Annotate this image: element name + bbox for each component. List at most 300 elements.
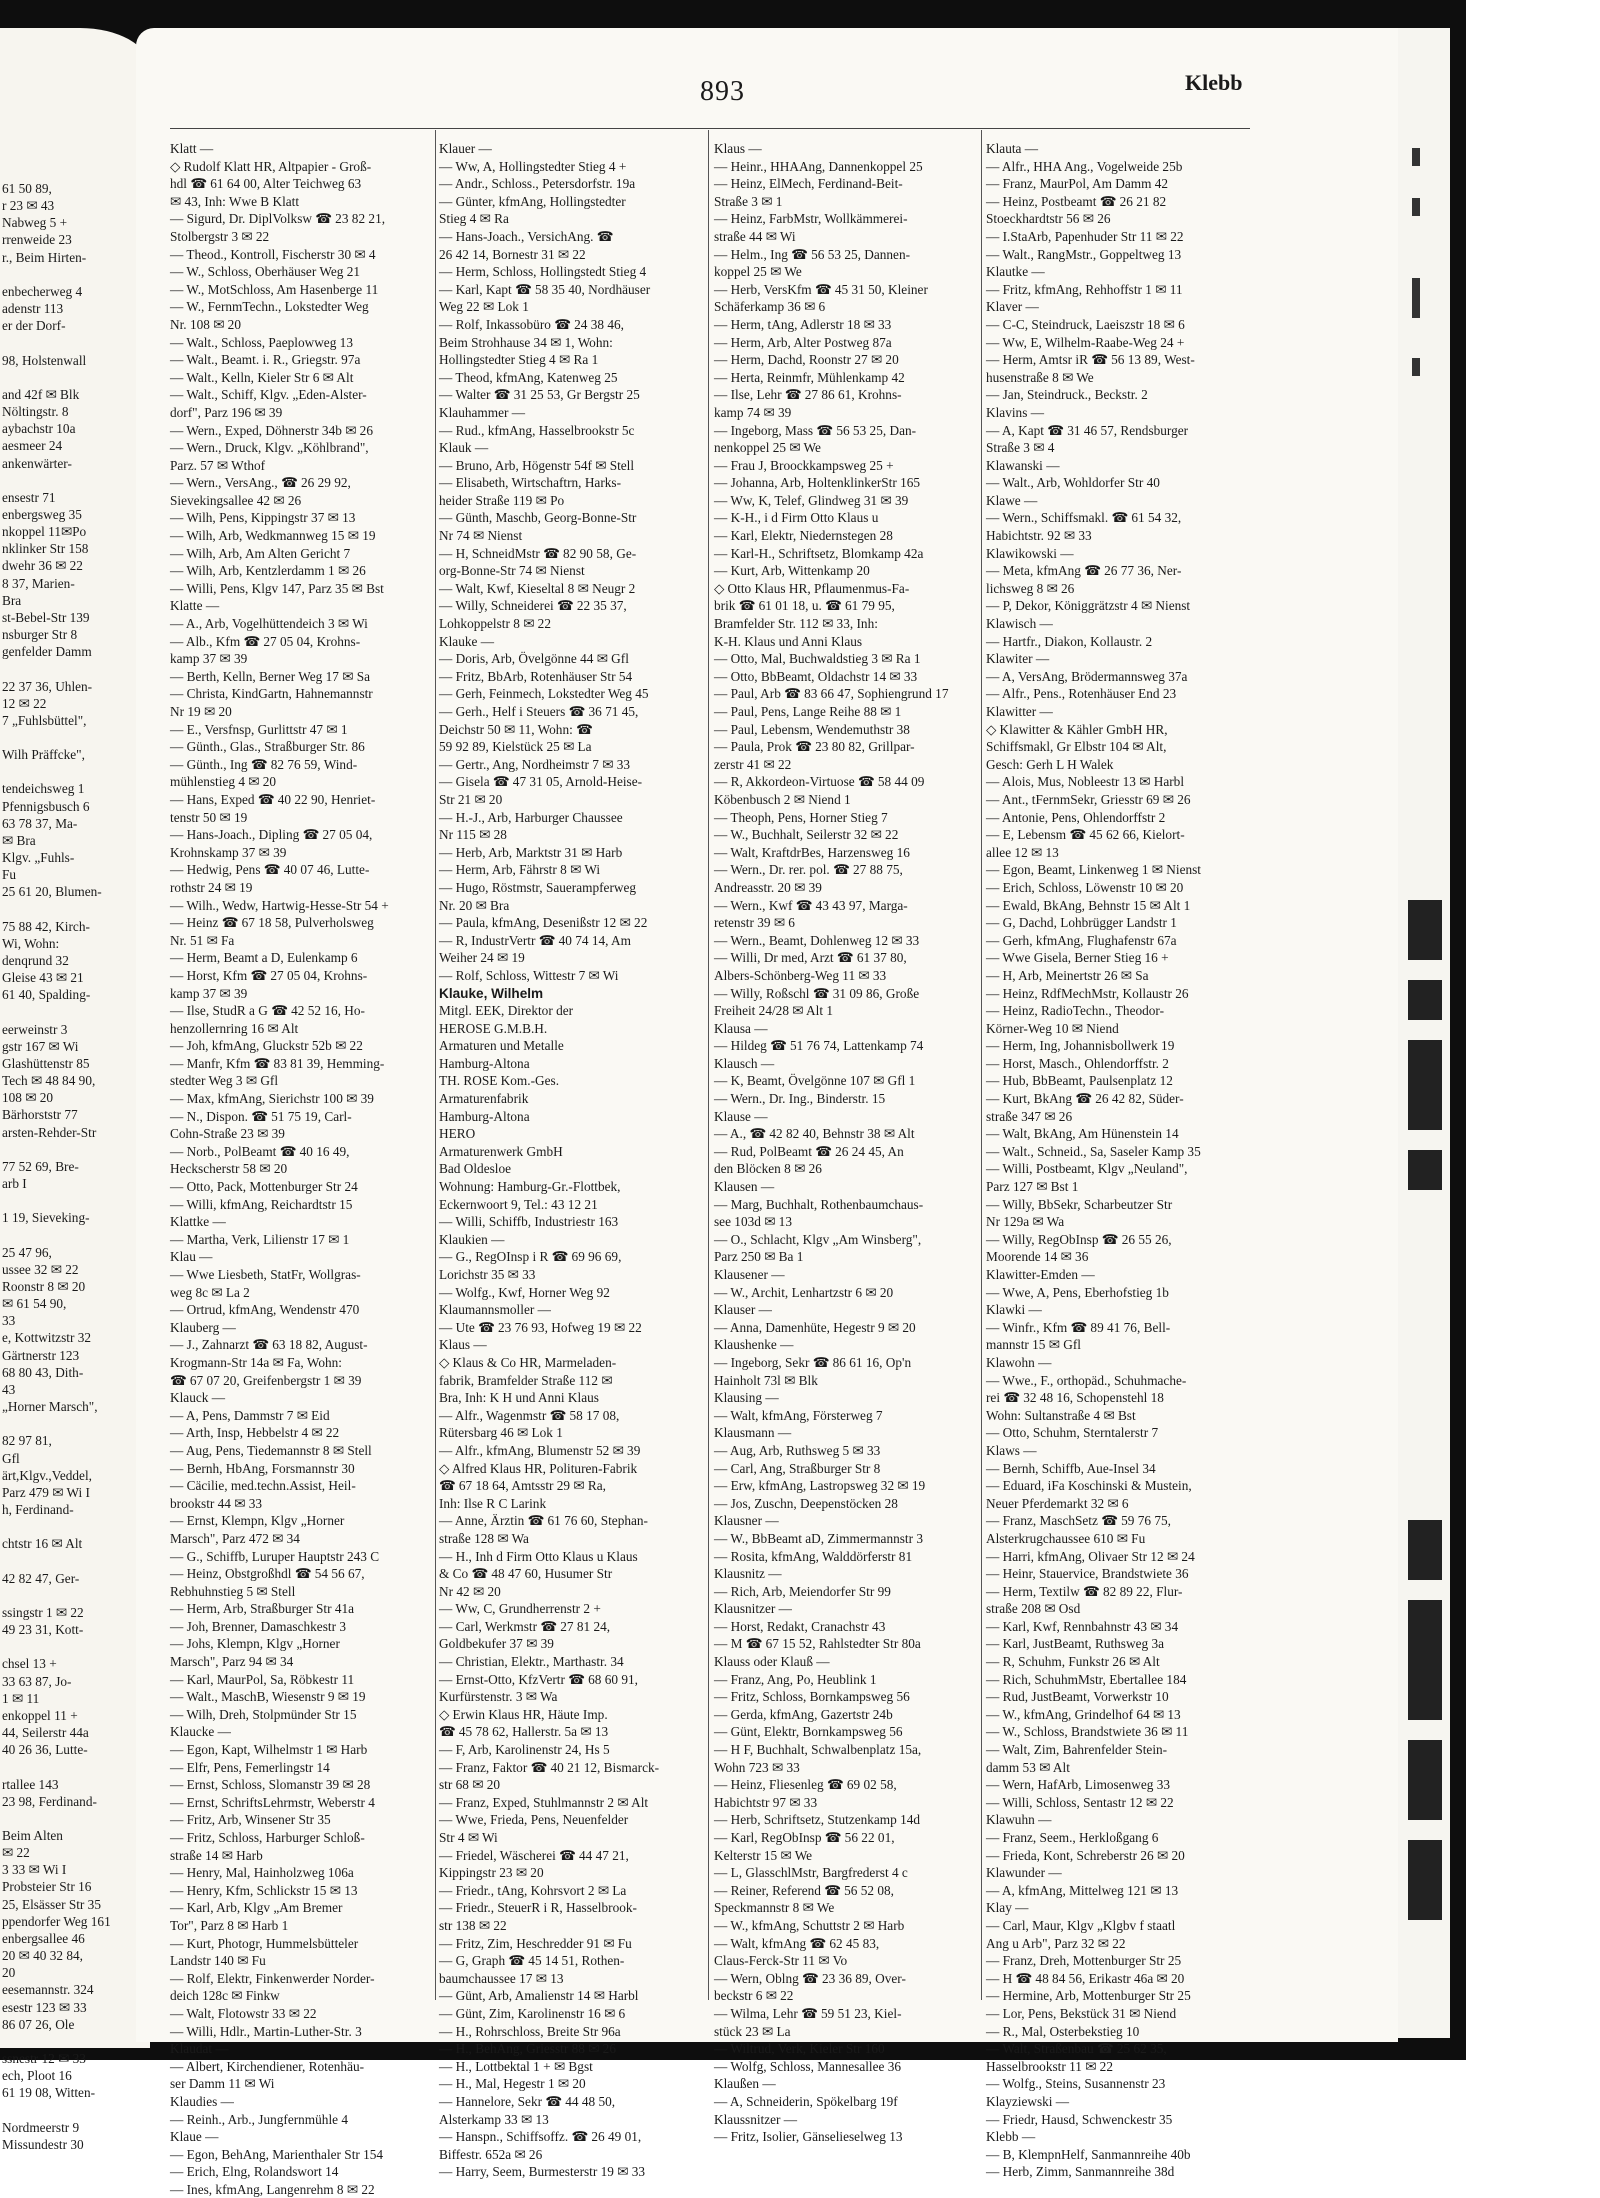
- left-page-line: eesemannstr. 324: [2, 1982, 94, 1998]
- directory-entry-line: Habichtstr 97 ✉ 33: [714, 1794, 818, 1810]
- left-page-line: Klgv. „Fuhls-: [2, 850, 75, 866]
- directory-entry-line: — Doris, Arb, Övelgönne 44 ✉ Gfl: [439, 651, 629, 667]
- directory-entry-line: — Herm, Schloss, Hollingstedt Stieg 4: [439, 264, 647, 280]
- directory-entry-line: — Anna, Damenhüte, Hegestr 9 ✉ 20: [714, 1319, 916, 1335]
- left-page-line: 33: [2, 1313, 16, 1329]
- directory-entry-line: — Walt., Beamt. i. R., Griegstr. 97a: [170, 352, 361, 368]
- directory-entry-line: — Gerh., Helf i Steuers ☎ 36 71 45,: [439, 704, 639, 719]
- directory-entry-line: K-H. Klaus und Anni Klaus: [714, 633, 863, 649]
- left-page-line: adenstr 113: [2, 301, 64, 317]
- surname-heading: Klatt —: [170, 141, 214, 156]
- left-page-line: rrenweide 23: [2, 232, 72, 248]
- left-page-line: Nöltingstr. 8: [2, 404, 69, 420]
- left-page-line: st-Bebel-Str 139: [2, 609, 90, 625]
- directory-entry-line: Mitgl. EEK, Direktor der: [439, 1003, 574, 1019]
- left-page-text: [2, 180, 150, 2153]
- directory-entry-line: see 103d ✉ 13: [714, 1214, 792, 1230]
- directory-entry-line: — Jos, Zuschn, Deepenstöcken 28: [714, 1495, 898, 1511]
- directory-entry-line: — Henry, Mal, Hainholzweg 106a: [170, 1865, 354, 1881]
- directory-entry-line: — Heinz, FarbMstr, Wollkämmerei-: [714, 211, 908, 227]
- surname-heading: Klausnitzer —: [714, 1601, 792, 1617]
- surname-heading: Klausmann —: [714, 1425, 792, 1441]
- directory-entry-line: — Walt, kfmAng ☎ 62 45 83,: [714, 1935, 880, 1951]
- left-page-line: Nordmeerstr 9: [2, 2119, 80, 2135]
- directory-entry-line: kamp 37 ✉ 39: [170, 651, 248, 667]
- directory-entry-line: Habichtstr. 92 ✉ 33: [986, 528, 1092, 544]
- directory-entry-line: — Willi, Schiffb, Industriestr 163: [439, 1214, 619, 1230]
- surname-heading: Klauser —: [714, 1302, 772, 1318]
- directory-entry-line: Nr. 51 ✉ Fa: [170, 932, 235, 948]
- directory-entry-line: Speckmannstr 8 ✉ We: [714, 1900, 835, 1916]
- surname-heading: Klaußen —: [714, 2076, 776, 2092]
- directory-entry-line: — Heinz, ElMech, Ferdinand-Beit-: [714, 176, 903, 192]
- directory-entry-line: — Ant., tFernmSekr, Griesstr 69 ✉ 26: [986, 791, 1191, 807]
- directory-entry-line: straße 44 ✉ Wi: [714, 228, 796, 244]
- surname-heading: Klau —: [170, 1249, 213, 1265]
- directory-entry-line: Krogmann-Str 14a ✉ Fa, Wohn:: [170, 1354, 342, 1370]
- left-page-line: [2, 1810, 150, 1827]
- directory-entry-line: Nr. 20 ✉ Bra: [439, 897, 510, 913]
- directory-entry-line: Kelterstr 15 ✉ We: [714, 1847, 813, 1863]
- directory-entry-line: — H F, Buchhalt, Schwalbenplatz 15a,: [714, 1742, 922, 1758]
- left-page-line: 25, Elsässer Str 35: [2, 1896, 101, 1912]
- directory-entry-line: — H., Rohrschloss, Breite Str 96a: [439, 2023, 621, 2039]
- directory-entry-line: — Ww, K, Telef, Glindweg 31 ✉ 39: [714, 492, 909, 508]
- directory-entry-line: — R, Akkordeon-Virtuose ☎ 58 44 09: [714, 774, 925, 790]
- directory-entry-line: — Alfr., kfmAng, Blumenstr 52 ✉ 39: [439, 1442, 641, 1458]
- directory-entry-line: — Friedel, Wäscherei ☎ 44 47 21,: [439, 1847, 629, 1863]
- left-page-line: dwehr 36 ✉ 22: [2, 558, 83, 574]
- left-page-line: [2, 1004, 150, 1021]
- left-page-line: 3 33 ✉ Wi I: [2, 1862, 67, 1878]
- left-page-line: Bärhorststr 77: [2, 1107, 78, 1123]
- left-page-line: 1 ✉ 11: [2, 1690, 40, 1706]
- directory-entry-line: — Elisabeth, Wirtschaftrn, Harks-: [439, 475, 622, 491]
- surname-heading: Klausen —: [714, 1179, 775, 1195]
- directory-entry-line: ✉ 43, Inh: Wwe B Klatt: [170, 193, 300, 209]
- directory-entry-line: — Heinz, RdfMechMstr, Kollaustr 26: [986, 985, 1189, 1001]
- directory-entry-line: Cohn-Straße 23 ✉ 39: [170, 1126, 285, 1142]
- directory-entry-line: — Walt, KraftdrBes, Harzensweg 16: [714, 844, 910, 860]
- left-page-line: h, Ferdinand-: [2, 1502, 74, 1518]
- directory-entry-line: — Horst, Masch., Ohlendorffstr. 2: [986, 1055, 1169, 1071]
- directory-entry-line: — W., Buchhalt, Seilerstr 32 ✉ 22: [714, 827, 899, 843]
- directory-entry-line: — Wilh, Pens, Kippingstr 37 ✉ 13: [170, 510, 356, 526]
- left-page-line: and 42f ✉ Blk: [2, 386, 80, 402]
- left-page-line: Parz 479 ✉ Wi I: [2, 1484, 90, 1500]
- directory-entry-line: — Günth, Maschb, Georg-Bonne-Str: [439, 510, 637, 526]
- left-page-line: r., Beim Hirten-: [2, 249, 87, 265]
- left-page-line: 86 07 26, Ole: [2, 2016, 75, 2032]
- directory-entry-line: — A., ☎ 42 82 40, Behnstr 38 ✉ Alt: [714, 1126, 915, 1142]
- left-page-line: 25 47 96,: [2, 1244, 52, 1260]
- surname-heading: Klawanski —: [986, 457, 1060, 473]
- left-page-line: [2, 2033, 150, 2050]
- directory-entry-line: — Erich, Elng, Rolandswort 14: [170, 2164, 339, 2180]
- directory-entry-line: — Walt, kfmAng, Försterweg 7: [714, 1407, 883, 1423]
- directory-entry-line: Alsterkrugchaussee 610 ✉ Fu: [986, 1530, 1146, 1546]
- directory-entry-line: — Ute ☎ 23 76 93, Hofweg 19 ✉ 22: [439, 1319, 642, 1335]
- left-page-line: Probsteier Str 16: [2, 1879, 92, 1895]
- directory-entry-line: — Theod, kfmAng, Katenweg 25: [439, 369, 618, 385]
- left-page-line: 12 ✉ 22: [2, 695, 47, 711]
- directory-entry-line: — Henry, Kfm, Schlickstr 15 ✉ 13: [170, 1882, 358, 1898]
- directory-entry-line: — Heinz, Obstgroßhdl ☎ 54 56 67,: [170, 1566, 365, 1582]
- left-page-line: arb I: [2, 1176, 27, 1192]
- directory-entry-line: — W., Archit, Lenhartzstr 6 ✉ 20: [714, 1284, 894, 1300]
- directory-entry-line: — Rolf, Inkassobüro ☎ 24 38 46,: [439, 316, 624, 332]
- page-number: 893: [700, 76, 745, 107]
- directory-entry-line: Freiheit 24/28 ✉ Alt 1: [714, 1003, 833, 1019]
- directory-entry-line: — Reiner, Referend ☎ 56 52 08,: [714, 1882, 894, 1898]
- directory-entry-line: ◇ Alfred Klaus HR, Polituren-Fabrik: [439, 1460, 638, 1476]
- directory-entry-line: — Otto, BbBeamt, Oldachstr 14 ✉ 33: [714, 668, 918, 684]
- directory-entry-line: — Hermine, Arb, Mottenburger Str 25: [986, 1988, 1191, 2004]
- directory-entry-line: Biffestr. 652a ✉ 26: [439, 2146, 543, 2162]
- directory-entry-line: Schäferkamp 36 ✉ 6: [714, 299, 826, 315]
- directory-entry-line: Körner-Weg 10 ✉ Niend: [986, 1020, 1119, 1036]
- directory-entry-line: beckstr 6 ✉ 22: [714, 1988, 794, 2004]
- directory-entry-line: — Willy, RegObInsp ☎ 26 55 26,: [986, 1231, 1172, 1247]
- directory-entry-line: — Heinz, RadioTechn., Theodor-: [986, 1003, 1165, 1019]
- directory-entry-line: — Rosita, kfmAng, Walddörferstr 81: [714, 1548, 913, 1564]
- directory-entry-line: rothstr 24 ✉ 19: [170, 879, 253, 895]
- directory-entry-line: — G., Schiffb, Luruper Hauptstr 243 C: [170, 1548, 380, 1564]
- directory-entry-line: — C-C, Steindruck, Laeiszstr 18 ✉ 6: [986, 316, 1185, 332]
- directory-entry-line: — Herm, Arb, Alter Postweg 87a: [714, 334, 892, 350]
- directory-entry-line: — Wwe Liesbeth, StatFr, Wollgras-: [170, 1267, 361, 1282]
- directory-entry-line: — Franz, Faktor ☎ 40 21 12, Bismarck-: [439, 1759, 660, 1775]
- directory-entry-line: — Hannelore, Sekr ☎ 44 48 50,: [439, 2093, 616, 2109]
- directory-entry-line: — J., Zahnarzt ☎ 63 18 82, August-: [170, 1337, 368, 1353]
- left-page-line: Fu: [2, 867, 17, 883]
- directory-entry-line: Inh: Ilse R C Larink: [439, 1495, 547, 1511]
- directory-entry-line: — Ernst-Otto, KfzVertr ☎ 68 60 91,: [439, 1671, 638, 1687]
- left-page-line: genfelder Damm: [2, 644, 92, 660]
- directory-entry-line: — Alfr., Pens., Rotenhäuser End 23: [986, 686, 1177, 702]
- directory-entry-line: — M ☎ 67 15 52, Rahlstedter Str 80a: [714, 1636, 921, 1652]
- left-page-line: „Horner Marsch",: [2, 1399, 98, 1415]
- left-page-line: r 23 ✉ 43: [2, 198, 55, 214]
- directory-entry-line: — Johs, Klempn, Klgv „Horner: [170, 1636, 340, 1652]
- directory-entry-line: stedter Weg 3 ✉ Gfl: [170, 1073, 279, 1089]
- directory-column-2: [439, 140, 699, 2181]
- directory-entry-line: — Wwe, Frieda, Pens, Neuenfelder: [439, 1812, 629, 1828]
- directory-entry-line: — Wern., Exped, Döhnerstr 34b ✉ 26: [170, 422, 373, 438]
- surname-heading: Klausener —: [714, 1267, 785, 1282]
- directory-entry-line: — Wilh., Wedw, Hartwig-Hesse-Str 54 +: [170, 897, 389, 913]
- directory-entry-line: — Willy, Schneiderei ☎ 22 35 37,: [439, 598, 627, 614]
- left-page-line: denqrund 32: [2, 953, 69, 969]
- directory-column-1: [170, 140, 430, 2198]
- surname-heading: Klawitter-Emden —: [986, 1267, 1095, 1282]
- directory-entry-line: — Friedr, Hausd, Schwenckestr 35: [986, 2111, 1173, 2127]
- left-page-line: 23 98, Ferdinand-: [2, 1793, 97, 1809]
- directory-entry-line: — Gisela ☎ 47 31 05, Arnold-Heise-: [439, 774, 643, 790]
- left-page-line: [2, 472, 150, 489]
- left-page-line: Beim Alten: [2, 1828, 63, 1843]
- directory-entry-line: — Egon, BehAng, Marienthaler Str 154: [170, 2146, 384, 2162]
- directory-entry-line: tenstr 50 ✉ 19: [170, 809, 248, 825]
- directory-entry-line: Stoeckhardtstr 56 ✉ 26: [986, 211, 1111, 227]
- directory-entry-line: — Wolfg, Schloss, Mannesallee 36: [714, 2058, 902, 2074]
- directory-entry-line: Lorichstr 35 ✉ 33: [439, 1267, 536, 1282]
- directory-entry-line: — R., Mal, Osterbekstieg 10: [986, 2023, 1140, 2039]
- directory-entry-line: Hainholt 73l ✉ Blk: [714, 1372, 818, 1388]
- surname-heading: Klawki —: [986, 1302, 1042, 1318]
- directory-entry-line: — Gertr., Ang, Nordheimstr 7 ✉ 33: [439, 756, 630, 772]
- surname-heading: Klaushenke —: [714, 1337, 794, 1353]
- left-page-line: 22 37 36, Uhlen-: [2, 678, 93, 694]
- left-page-line: [2, 369, 150, 386]
- directory-entry-line: — Heinz ☎ 67 18 58, Pulverholsweg: [170, 915, 374, 931]
- directory-entry-line: — Willi, Pens, Klgv 147, Parz 35 ✉ Bst: [170, 580, 384, 596]
- directory-entry-line: — Karl, Arb, Klgv „Am Bremer: [170, 1900, 343, 1916]
- column-divider: [981, 130, 982, 2000]
- directory-entry-line: Klauke, Wilhelm: [439, 985, 544, 1001]
- left-page-line: chsel 13 +: [2, 1656, 57, 1672]
- directory-entry-line: — Alfr., HHA Ang., Vogelweide 25b: [986, 158, 1183, 174]
- directory-entry-line: — Heinz, Postbeamt ☎ 26 21 82: [986, 193, 1167, 209]
- directory-entry-line: — Rud, PolBeamt ☎ 26 24 45, An: [714, 1143, 904, 1159]
- directory-entry-line: — Wwe., F., orthopäd., Schuhmache-: [986, 1372, 1187, 1388]
- directory-entry-line: Bad Oldesloe: [439, 1161, 512, 1177]
- left-page-line: [2, 2102, 150, 2119]
- left-page-line: 8 37, Marien-: [2, 575, 75, 591]
- surname-heading: Klaue —: [170, 2129, 219, 2145]
- left-page-line: 61 19 08, Witten-: [2, 2085, 96, 2101]
- surname-heading: Klause —: [714, 1108, 768, 1124]
- surname-heading: Klaudat —: [170, 2041, 229, 2057]
- directory-entry-line: — Wilh, Arb, Wedkmannweg 15 ✉ 19: [170, 528, 376, 544]
- directory-entry-line: ◇ Klawitter & Kähler GmbH HR,: [986, 721, 1168, 737]
- directory-entry-line: — Hedwig, Pens ☎ 40 07 46, Lutte-: [170, 862, 370, 878]
- directory-entry-line: Neuer Pferdemarkt 32 ✉ 6: [986, 1495, 1129, 1511]
- directory-entry-line: — F, Arb, Karolinenstr 24, Hs 5: [439, 1742, 610, 1758]
- directory-entry-line: — Christa, KindGartn, Hahnemannstr: [170, 686, 373, 702]
- left-page-line: Wilh Präffcke",: [2, 747, 85, 763]
- directory-entry-line: — Walt., RangMstr., Goppeltweg 13: [986, 246, 1182, 262]
- left-page-line: ppendorfer Weg 161: [2, 1913, 111, 1929]
- directory-entry-line: lichsweg 8 ✉ 26: [986, 580, 1075, 596]
- directory-entry-line: — Cäcilie, med.techn.Assist, Heil-: [170, 1478, 356, 1494]
- directory-entry-line: — Willi, kfmAng, Reichardtstr 15: [170, 1196, 353, 1212]
- directory-entry-line: — Fritz, Arb, Winsener Str 35: [170, 1812, 331, 1828]
- directory-entry-line: — Karl-H., Schriftsetz, Blomkamp 42a: [714, 545, 924, 561]
- left-page-line: ärt,Klgv.,Veddel,: [2, 1467, 92, 1483]
- directory-entry-line: — Herb, Schriftsetz, Stutzenkamp 14d: [714, 1812, 921, 1828]
- directory-entry-line: — Karl, MaurPol, Sa, Röbkestr 11: [170, 1671, 355, 1687]
- directory-entry-line: Parz. 57 ✉ Wthof: [170, 457, 266, 473]
- directory-entry-line: — Elfr, Pens, Femerlingstr 14: [170, 1759, 330, 1775]
- directory-entry-line: — Walter ☎ 31 25 53, Gr Bergstr 25: [439, 387, 640, 403]
- directory-entry-line: straße 347 ✉ 26: [986, 1108, 1073, 1124]
- surname-heading: Klausing —: [714, 1390, 779, 1406]
- directory-entry-line: ◇ Klaus & Co HR, Marmeladen-: [439, 1354, 617, 1370]
- directory-entry-line: — Herta, Reinmfr, Mühlenkamp 42: [714, 369, 905, 385]
- directory-entry-line: — Rolf, Schloss, Wittestr 7 ✉ Wi: [439, 967, 619, 983]
- directory-entry-line: — Wiltrud, Verk, Kieler Str 160: [714, 2041, 885, 2057]
- directory-entry-line: — Hanspn., Schiffsoffz. ☎ 26 49 01,: [439, 2129, 642, 2145]
- directory-entry-line: — Hartfr., Diakon, Kollaustr. 2: [986, 633, 1153, 649]
- directory-entry-line: — Ilse, Lehr ☎ 27 86 61, Krohns-: [714, 387, 902, 403]
- directory-entry-line: — Heinz, Fliesenleg ☎ 69 02 58,: [714, 1777, 897, 1793]
- directory-entry-line: — K, Beamt, Övelgönne 107 ✉ Gfl 1: [714, 1073, 916, 1089]
- directory-entry-line: — G, Graph ☎ 45 14 51, Rothen-: [439, 1953, 625, 1969]
- directory-entry-line: — Egon, Kapt, Wilhelmstr 1 ✉ Harb: [170, 1742, 368, 1758]
- directory-entry-line: — Ewald, BkAng, Behnstr 15 ✉ Alt 1: [986, 897, 1191, 913]
- directory-entry-line: — Albert, Kirchendiener, Rotenhäu-: [170, 2058, 365, 2074]
- directory-entry-line: — K-H., i d Firm Otto Klaus u: [714, 510, 879, 526]
- directory-entry-line: — Herb, VersKfm ☎ 45 31 50, Kleiner: [714, 281, 928, 297]
- directory-entry-line: — Egon, Beamt, Linkenweg 1 ✉ Nienst: [986, 862, 1201, 878]
- directory-entry-line: — Alb., Kfm ☎ 27 05 04, Krohns-: [170, 633, 361, 649]
- directory-entry-line: — Herb, Arb, Marktstr 31 ✉ Harb: [439, 844, 623, 860]
- directory-entry-line: — W., BbBeamt aD, Zimmermannstr 3: [714, 1530, 924, 1546]
- directory-entry-line: — Bernh, HbAng, Forsmannstr 30: [170, 1460, 355, 1476]
- directory-entry-line: Albers-Schönberg-Weg 11 ✉ 33: [714, 967, 887, 983]
- surname-heading: Klatte —: [170, 598, 220, 614]
- directory-entry-line: — Erich, Schloss, Löwenstr 10 ✉ 20: [986, 879, 1184, 895]
- directory-entry-line: Nr 19 ✉ 20: [170, 704, 232, 719]
- directory-entry-line: ser Damm 11 ✉ Wi: [170, 2076, 275, 2092]
- directory-entry-line: Claus-Ferck-Str 11 ✉ Vo: [714, 1953, 848, 1969]
- directory-entry-line: — Alfr., Wagenmstr ☎ 58 17 08,: [439, 1407, 620, 1423]
- right-margin-marks: [1398, 28, 1450, 2038]
- surname-heading: Klawikowski —: [986, 545, 1074, 561]
- left-page-line: ssingstr 1 ✉ 22: [2, 1604, 84, 1620]
- directory-entry-line: — Wwe Gisela, Berner Stieg 16 +: [986, 950, 1169, 966]
- directory-entry-line: kamp 74 ✉ 39: [714, 404, 792, 420]
- left-page-line: [2, 1192, 150, 1209]
- left-page-line: [2, 1587, 150, 1604]
- directory-entry-line: — Wwe, A, Pens, Eberhofstieg 1b: [986, 1284, 1169, 1300]
- directory-entry-line: damm 53 ✉ Alt: [986, 1759, 1070, 1775]
- left-page-line: Gfl: [2, 1450, 20, 1466]
- directory-entry-line: — Rich, Arb, Meiendorfer Str 99: [714, 1583, 891, 1599]
- directory-entry-line: — W., FernmTechn., Lokstedter Weg: [170, 299, 369, 315]
- directory-entry-line: Bramfelder Str. 112 ✉ 33, Inh:: [714, 616, 878, 632]
- left-page-line: ensestr 71: [2, 489, 56, 505]
- directory-entry-line: — R, Schuhm, Funkstr 26 ✉ Alt: [986, 1654, 1160, 1670]
- directory-entry-line: — Walt., Kelln, Kieler Str 6 ✉ Alt: [170, 369, 354, 385]
- directory-entry-line: — Fritz, Zim, Heschredder 91 ✉ Fu: [439, 1935, 632, 1951]
- left-page-line: 25 61 20, Blumen-: [2, 884, 102, 900]
- directory-entry-line: — Andr., Schloss., Petersdorfstr. 19a: [439, 176, 636, 192]
- surname-heading: Klaws —: [986, 1442, 1037, 1458]
- directory-entry-line: — Herm, Ing, Johannisbollwerk 19: [986, 1038, 1175, 1054]
- directory-entry-line: — H., BehAng, Griesstr 88 ✉ 26: [439, 2041, 616, 2057]
- left-page-line: Gärtnerstr 123: [2, 1347, 80, 1363]
- directory-entry-line: — Wilh, Arb, Kentzlerdamm 1 ✉ 26: [170, 563, 366, 579]
- left-page-line: ✉ Bra: [2, 832, 36, 848]
- directory-entry-line: mannstr 15 ✉ Gfl: [986, 1337, 1081, 1353]
- directory-entry-line: — Kurt, BkAng ☎ 26 42 82, Süder-: [986, 1091, 1184, 1107]
- directory-entry-line: brik ☎ 61 01 18, u. ☎ 61 79 95,: [714, 598, 895, 614]
- left-page-line: tendeichsweg 1: [2, 781, 85, 797]
- directory-entry-line: — Walt, Zim, Bahrenfelder Stein-: [986, 1742, 1168, 1758]
- left-page-line: 77 52 69, Bre-: [2, 1158, 79, 1174]
- directory-entry-line: allee 12 ✉ 13: [986, 844, 1059, 860]
- directory-entry-line: — Paula, kfmAng, Desenißstr 12 ✉ 22: [439, 915, 648, 931]
- directory-entry-line: — H., Lottbektal 1 + ✉ Bgst: [439, 2058, 593, 2074]
- left-page-line: 98, Holstenwall: [2, 352, 87, 368]
- surname-heading: Klayziewski —: [986, 2093, 1070, 2109]
- directory-entry-line: — Sigurd, Dr. DiplVolksw ☎ 23 82 21,: [170, 211, 386, 227]
- surname-heading: Klaucke —: [170, 1724, 231, 1740]
- directory-entry-line: — Karl, Kwf, Rennbahnstr 43 ✉ 34: [986, 1618, 1179, 1634]
- left-page: [0, 28, 150, 2152]
- directory-entry-line: — Theod., Kontroll, Fischerstr 30 ✉ 4: [170, 246, 376, 262]
- directory-entry-line: — Ingeborg, Mass ☎ 56 53 25, Dan-: [714, 422, 917, 438]
- directory-entry-line: — Walt, Straßenbau ☎ 25 62 35,: [986, 2041, 1167, 2057]
- directory-entry-line: Rütersbarg 46 ✉ Lok 1: [439, 1425, 563, 1441]
- directory-entry-line: — Ernst, Klempn, Klgv „Horner: [170, 1513, 345, 1529]
- left-page-line: rtallee 143: [2, 1776, 59, 1792]
- directory-entry-line: — Reinh., Arb., Jungfernmühle 4: [170, 2111, 349, 2127]
- directory-entry-line: — Manfr, Kfm ☎ 83 81 39, Hemming-: [170, 1055, 385, 1071]
- surname-heading: Klawitter —: [986, 704, 1053, 719]
- directory-entry-line: — Franz, MaurPol, Am Damm 42: [986, 176, 1169, 192]
- directory-entry-line: — Wern., Beamt, Dohlenweg 12 ✉ 33: [714, 932, 920, 948]
- directory-entry-line: 26 42 14, Bornestr 31 ✉ 22: [439, 246, 586, 262]
- directory-entry-line: henzollernring 16 ✉ Alt: [170, 1020, 299, 1036]
- directory-entry-line: — Paul, Pens, Lange Reihe 88 ✉ 1: [714, 704, 902, 719]
- surname-heading: Klawohn —: [986, 1354, 1052, 1370]
- directory-entry-line: — Fritz, Schloss, Bornkampsweg 56: [714, 1689, 910, 1705]
- left-page-line: ankenwärter-: [2, 455, 72, 471]
- directory-entry-line: — Willi, Dr med, Arzt ☎ 61 37 80,: [714, 950, 907, 966]
- directory-entry-line: — Franz, Exped, Stuhlmannstr 2 ✉ Alt: [439, 1794, 649, 1810]
- directory-entry-line: — Willi, Postbeamt, Klgv „Neuland",: [986, 1161, 1188, 1177]
- directory-entry-line: — Kurt, Arb, Wittenkamp 20: [714, 563, 870, 579]
- directory-entry-line: straße 208 ✉ Osd: [986, 1601, 1081, 1617]
- left-page-line: nkoppel 11✉Po: [2, 524, 87, 540]
- surname-heading: Klauhammer —: [439, 404, 526, 420]
- directory-entry-line: — Wern., Dr. rer. pol. ☎ 27 88 75,: [714, 862, 903, 878]
- directory-entry-line: Bra, Inh: K H und Anni Klaus: [439, 1390, 599, 1406]
- directory-entry-line: Moorende 14 ✉ 36: [986, 1249, 1089, 1265]
- directory-entry-line: Parz 250 ✉ Ba 1: [714, 1249, 804, 1265]
- surname-heading: Klauke —: [439, 633, 495, 649]
- left-page-line: [2, 763, 150, 780]
- left-page-line: aesmeer 24: [2, 438, 63, 454]
- directory-entry-line: Gesch: Gerh L H Walek: [986, 756, 1114, 772]
- directory-entry-line: — A, VersAng, Brödermannsweg 37a: [986, 668, 1188, 684]
- directory-entry-line: — Fritz, Schloss, Harburger Schloß-: [170, 1830, 365, 1845]
- directory-entry-line: — Wilh, Arb, Am Alten Gericht 7: [170, 545, 351, 561]
- directory-entry-line: Armaturenfabrik: [439, 1091, 529, 1107]
- left-page-line: 61 50 89,: [2, 181, 52, 196]
- left-page-line: [2, 1141, 150, 1158]
- directory-entry-line: baumchaussee 17 ✉ 13: [439, 1970, 564, 1986]
- directory-entry-line: — Willy, Roßschl ☎ 31 09 86, Große: [714, 985, 920, 1001]
- left-page-line: 49 23 31, Kott-: [2, 1622, 84, 1638]
- directory-entry-line: nenkoppel 25 ✉ We: [714, 440, 821, 456]
- directory-entry-line: Wohn 723 ✉ 33: [714, 1759, 800, 1775]
- directory-entry-line: Landstr 140 ✉ Fu: [170, 1953, 266, 1969]
- surname-heading: Klaudies —: [170, 2093, 234, 2109]
- surname-heading: Klaver —: [986, 299, 1039, 315]
- left-page-line: er der Dorf-: [2, 318, 66, 334]
- directory-entry-line: — A, Pens, Dammstr 7 ✉ Eid: [170, 1407, 330, 1423]
- directory-entry-line: Nr 74 ✉ Nienst: [439, 528, 523, 544]
- directory-entry-line: — Max, kfmAng, Sierichstr 100 ✉ 39: [170, 1091, 374, 1107]
- directory-entry-line: — Paula, Prok ☎ 23 80 82, Grillpar-: [714, 739, 915, 755]
- directory-entry-line: Stieg 4 ✉ Ra: [439, 211, 509, 227]
- left-page-line: [2, 1758, 150, 1775]
- directory-entry-line: — Walt., MaschB, Wiesenstr 9 ✉ 19: [170, 1689, 366, 1705]
